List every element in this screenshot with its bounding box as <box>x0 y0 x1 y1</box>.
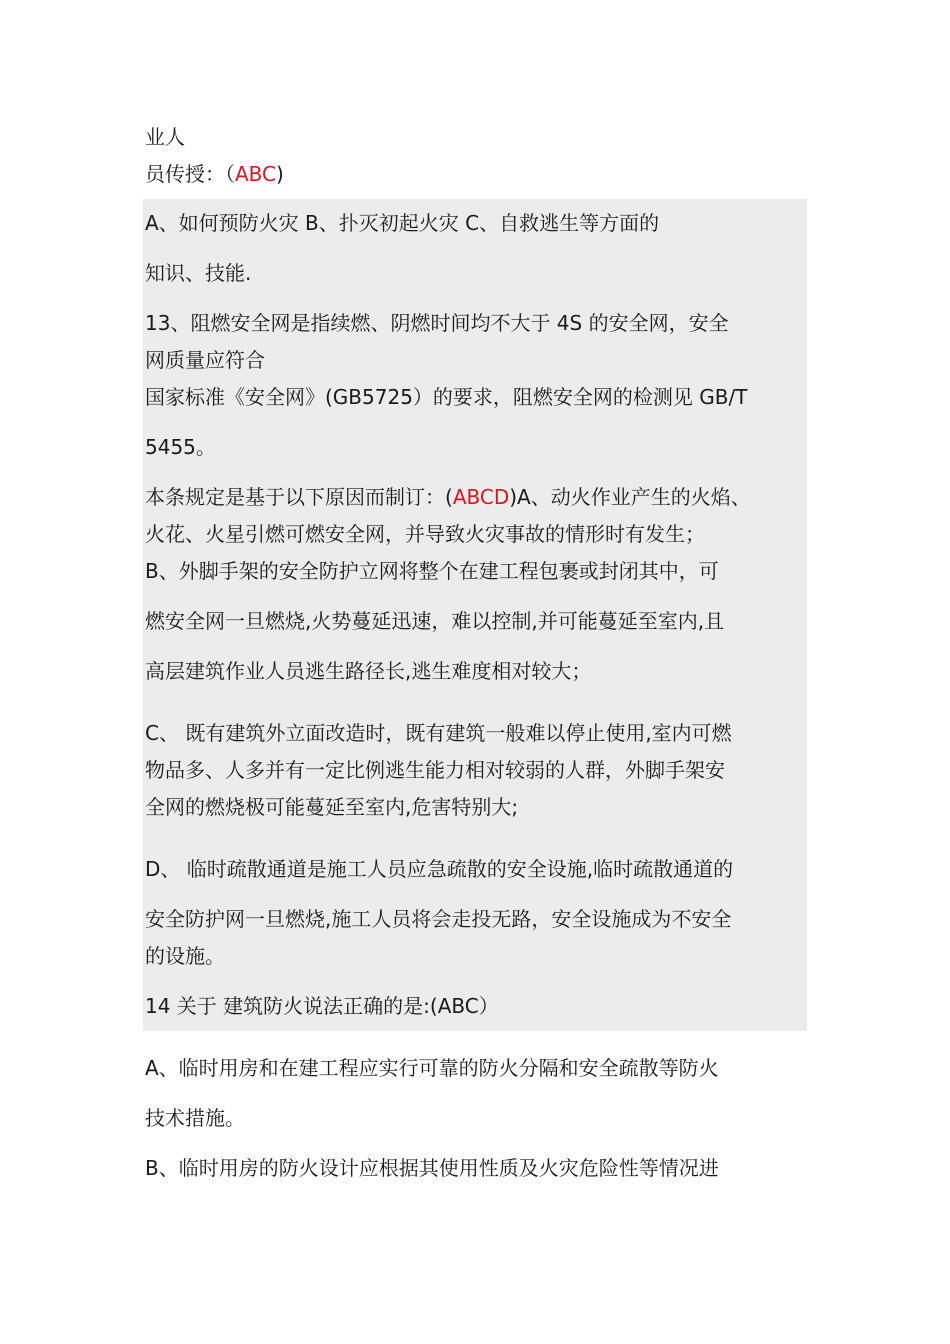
answer-highlight: ABC <box>235 162 277 186</box>
rule-c-line-3: 全网的燃烧极可能蔓延至室内,危害特别大; <box>145 795 519 819</box>
rule-line-4: 燃安全网一旦燃烧,火势蔓延迅速，难以控制,并可能蔓延至室内,且 <box>145 609 725 633</box>
rule-d-line-1: D、 临时疏散通道是施工人员应急疏散的安全设施,临时疏散通道的 <box>145 857 734 881</box>
q13-line-3: 国家标准《安全网》(GB5725）的要求，阻燃安全网的检测见 GB/T <box>145 385 748 409</box>
rule-line-2: 火花、火星引燃可燃安全网，并导致火灾事故的情形时有发生； <box>145 522 705 546</box>
intro-line-2 <box>145 161 284 187</box>
intro-close: ) <box>276 162 284 186</box>
q12-options-line-2: 知识、技能. <box>145 261 252 285</box>
rule-c-line-1: C、 既有建筑外立面改造时，既有建筑一般难以停止使用,室内可燃 <box>145 721 732 745</box>
q14-a-line-2: 技术措施。 <box>145 1106 245 1130</box>
q13-line-4: 5455。 <box>145 435 216 459</box>
q12-options-line-1: A、如何预防火灾 B、扑灭初起火灾 C、自救逃生等方面的 <box>145 211 660 235</box>
rule-line-3: B、外脚手架的安全防护立网将整个在建工程包裹或封闭其中，可 <box>145 559 719 583</box>
intro-line-1: 业人 <box>145 125 185 149</box>
rule-c-line-2: 物品多、人多并有一定比例逃生能力相对较弱的人群，外脚手架安 <box>145 758 725 782</box>
answer-highlight: ABCD <box>452 485 510 509</box>
rule-text: 本条规定是基于以下原因而制订：( <box>145 485 453 509</box>
rule-text-cont: )A、动火作业产生的火焰、 <box>509 485 751 509</box>
q14-a-line-1: A、临时用房和在建工程应实行可靠的防火分隔和安全疏散等防火 <box>145 1056 719 1080</box>
q14-b-line-1: B、临时用房的防火设计应根据其使用性质及火灾危险性等情况进 <box>145 1156 719 1180</box>
rule-line-1 <box>145 484 751 510</box>
q13-line-2: 网质量应符合 <box>145 348 265 372</box>
intro-text: 员传授：（ <box>145 162 235 186</box>
rule-d-line-2: 安全防护网一旦燃烧,施工人员将会走投无路，安全设施成为不安全 <box>145 907 732 931</box>
rule-d-line-3: 的设施。 <box>145 944 225 968</box>
q14-title: 14 关于 建筑防火说法正确的是:(ABC） <box>145 994 499 1018</box>
rule-line-5: 高层建筑作业人员逃生路径长,逃生难度相对较大； <box>145 659 592 683</box>
q13-line-1: 13、阻燃安全网是指续燃、阴燃时间均不大于 4S 的安全网，安全 <box>145 311 729 335</box>
